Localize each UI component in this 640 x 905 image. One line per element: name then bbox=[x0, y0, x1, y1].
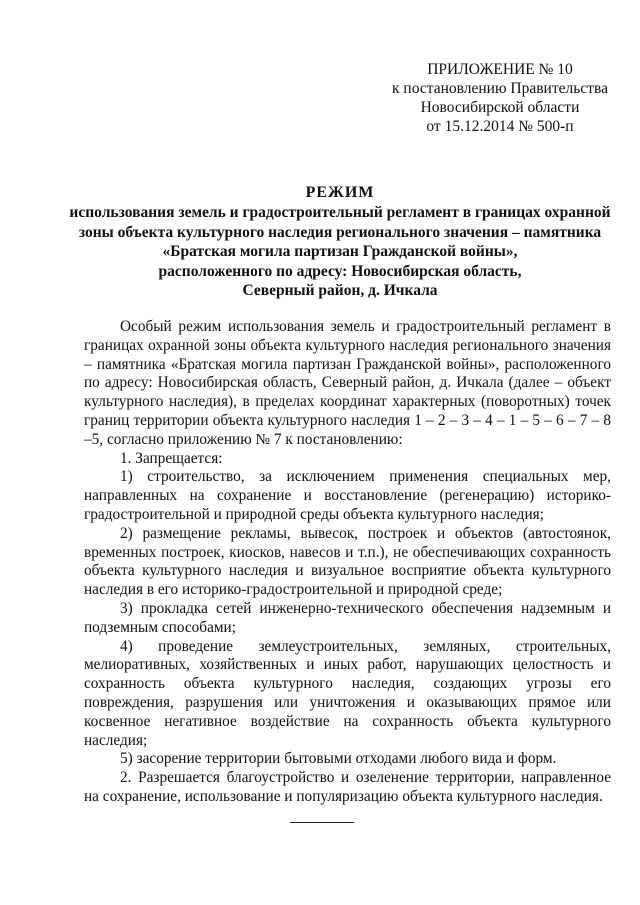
end-separator bbox=[290, 822, 354, 823]
permitted-paragraph: 2. Разрешается благоустройство и озеленение территории, направленное на сохранение, использование и популяризацию объекта культурного наследия. bbox=[84, 769, 611, 805]
appendix-authority: Новосибирской области bbox=[420, 99, 580, 116]
prohibited-item: 2) размещение рекламы, вывесок, построек и объектов (автостоянок, временных построек, киосков, навесов и т.п.), не обеспечивающих сохранность объекта культурного наследия и визуальное восприятие объекта культурного наследия в его историко-градостроительной и природной среде; bbox=[84, 524, 611, 599]
prohibited-item: 3) прокладка сетей инженерно-технического обеспечения надземным и подземным способами; bbox=[84, 599, 611, 636]
intro-paragraph: Особый режим использования земель и градостроительный регламент в границах охранной зоны объекта культурного наследия регионального значения – памятника «Братская могила партизан Гражданской войны», расположенного по адресу: Новосибирская область, Северный район, д. Ичкала (далее – объект культурного наследия), в пределах координат характерных (поворотных) точек границ территории объекта культурного наследия 1 – 2 – 3 – 4 – 1 – 5 – 6 – 7 – 8 –5, согласно приложению № 7 к постановлению: bbox=[84, 318, 611, 448]
title-line: Северный район, д. Ичкала bbox=[242, 282, 438, 299]
title-main: РЕЖИМ bbox=[305, 184, 375, 201]
prohibited-item: 1) строительство, за исключением применения специальных мер, направленных на сохранение и восстановление (регенерацию) историко-градостроительной и природной среды объекта культурного наследия; bbox=[84, 468, 611, 523]
document-body bbox=[84, 318, 611, 807]
appendix-header bbox=[380, 60, 620, 136]
appendix-number: ПРИЛОЖЕНИЕ № 10 bbox=[427, 61, 573, 78]
prohibited-item: 4) проведение землеустроительных, земляных, строительных, мелиоративных, хозяйственных и иных работ, нарушающих целостность и сохранность объекта культурного наследия, создающих угрозы его повреждения, разрушения или уничтожения и оказывающих прямое или косвенное негативное воздействие на сохранность объекта культурного наследия; bbox=[84, 637, 611, 749]
title-line: «Братская могила партизан Гражданской войны», bbox=[162, 243, 518, 260]
title-line: расположенного по адресу: Новосибирская область, bbox=[158, 262, 522, 280]
appendix-reference: к постановлению Правительства bbox=[392, 80, 608, 97]
title-line: использования земель и градостроительный регламент в границах охранной bbox=[69, 204, 611, 221]
appendix-date: от 15.12.2014 № 500-п bbox=[426, 118, 574, 135]
prohibited-item: 5) засорение территории бытовыми отходами любого вида и форм. bbox=[120, 750, 557, 768]
title-line: зоны объекта культурного наследия регионального значения – памятника bbox=[78, 223, 602, 241]
document-title bbox=[60, 183, 620, 301]
prohibited-heading: 1. Запрещается: bbox=[120, 449, 223, 467]
